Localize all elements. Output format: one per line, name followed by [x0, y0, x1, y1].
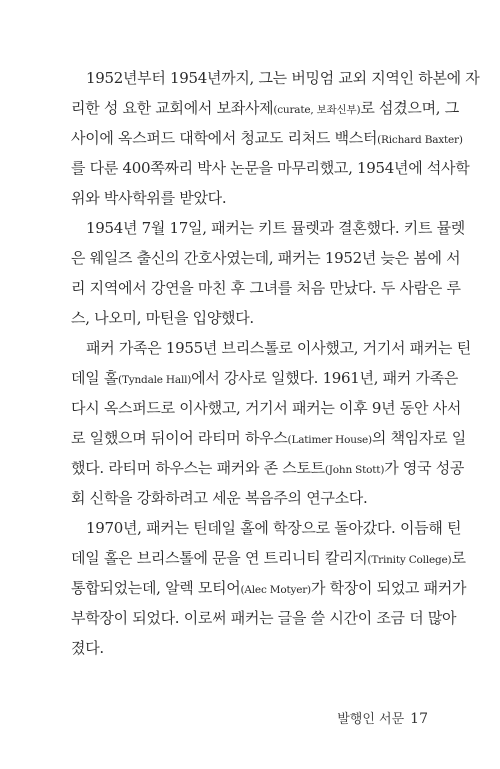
- text-line: 스, 나오미, 마틴을 입양했다.: [71, 309, 254, 327]
- running-title: 발행인 서문: [337, 712, 405, 727]
- text-line: 데일 홀(Tyndale Hall)에서 강사로 일했다. 1961년, 패커 가족은: [71, 369, 459, 387]
- text-line: 은 웨일즈 출신의 간호사였는데, 패커는 1952년 늦은 봄에 서: [71, 249, 461, 267]
- text-line: 1954년 7월 17일, 패커는 키트 뮬렛과 결혼했다. 키트 뮬렛: [86, 219, 465, 237]
- text-line: 1952년부터 1954년까지, 그는 버밍엄 교외 지역인 하본에 자: [86, 69, 480, 87]
- text-line: 통합되었는데, 알렉 모티어(Alec Motyer)가 학장이 되었고 패커가: [71, 579, 467, 597]
- text-line: 리 지역에서 강연을 마친 후 그녀를 처음 만났다. 두 사람은 루: [71, 279, 461, 297]
- text-line: 회 신학을 강화하려고 세운 복음주의 연구소다.: [71, 489, 368, 507]
- text-line: 로 일했으며 뒤이어 라티머 하우스(Latimer House)의 책임자로 일: [71, 429, 466, 447]
- page-footer: [337, 708, 428, 727]
- text-line: 사이에 옥스퍼드 대학에서 청교도 리처드 백스터(Richard Baxter): [71, 129, 463, 147]
- text-line: 위와 박사학위를 받았다.: [71, 189, 227, 207]
- body-text: [71, 63, 480, 663]
- text-line: 부학장이 되었다. 이로써 패커는 글을 쓸 시간이 조금 더 많아: [71, 609, 457, 627]
- text-line: 1970년, 패커는 틴데일 홀에 학장으로 돌아갔다. 이듬해 틴: [86, 519, 462, 537]
- text-line: 데일 홀은 브리스톨에 문을 연 트리니티 칼리지(Trinity College)로: [71, 549, 466, 567]
- text-line: 리한 성 요한 교회에서 보좌사제(curate, 보좌신부)로 섬겼으며, 그: [71, 99, 459, 117]
- text-line: 졌다.: [71, 639, 104, 657]
- text-line: 를 다룬 400쪽짜리 박사 논문을 마무리했고, 1954년에 석사학: [71, 159, 470, 177]
- text-line: 패커 가족은 1955년 브리스톨로 이사했고, 거기서 패커는 틴: [86, 339, 471, 357]
- page-number: 17: [410, 711, 428, 727]
- text-line: 다시 옥스퍼드로 이사했고, 거기서 패커는 이후 9년 동안 사서: [71, 399, 462, 417]
- text-line: 했다. 라티머 하우스는 패커와 존 스토트(John Stott)가 영국 성공: [71, 459, 465, 477]
